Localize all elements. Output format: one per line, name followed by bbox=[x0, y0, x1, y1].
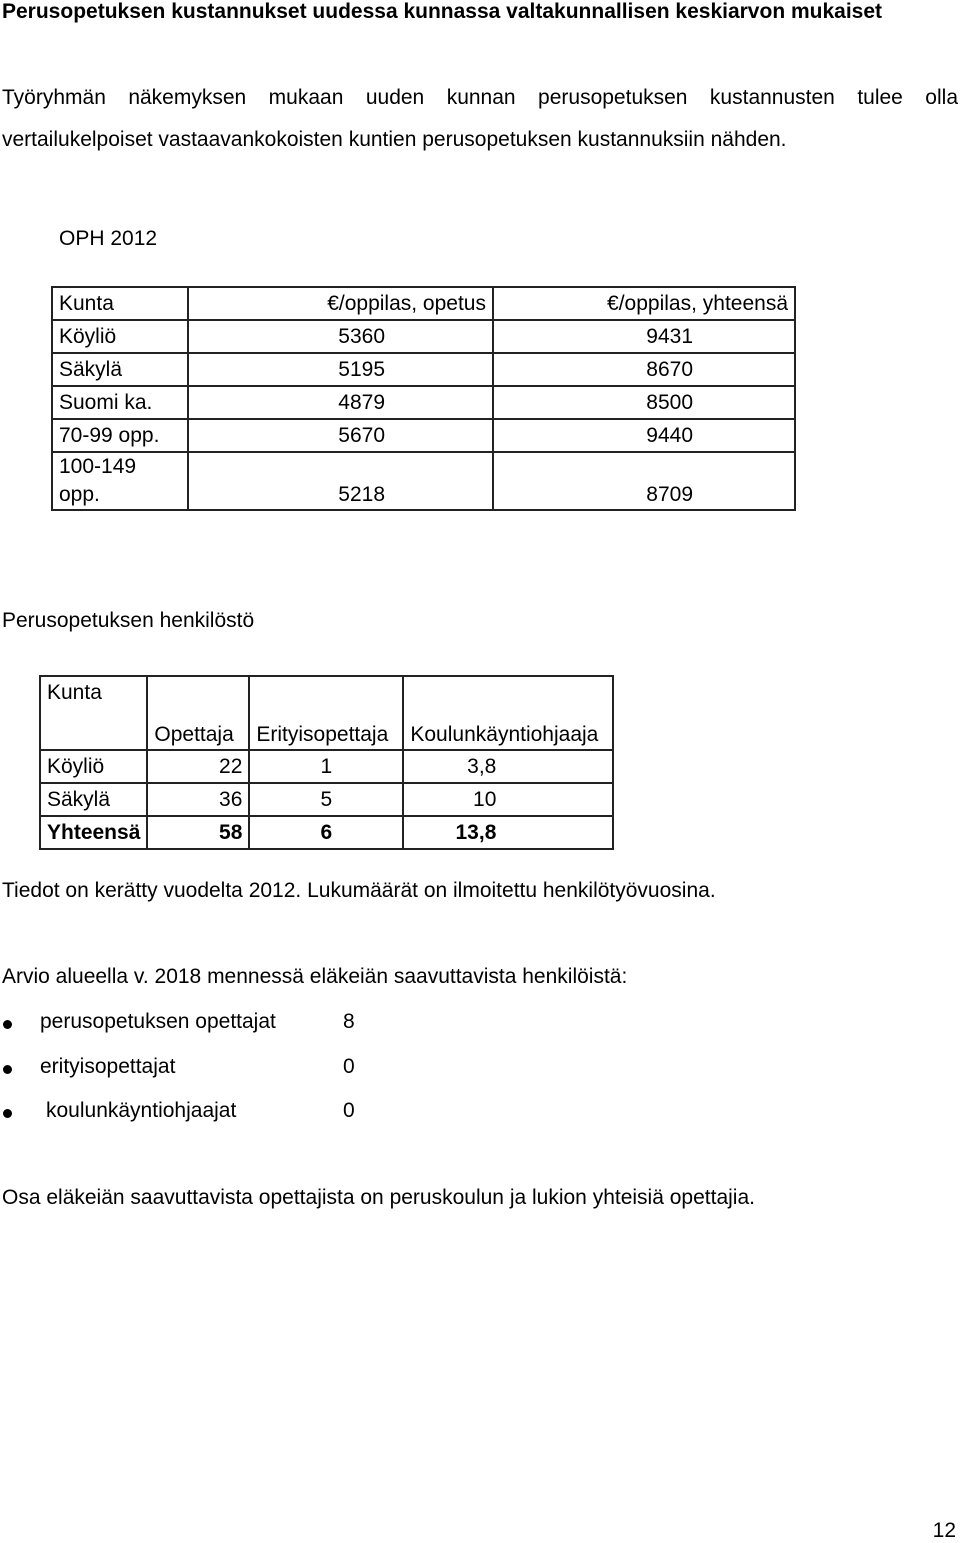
cell-opetus: 5195 bbox=[188, 353, 493, 386]
table-total-row bbox=[40, 816, 613, 849]
cell-kunta: Köyliö bbox=[40, 750, 147, 783]
table-header-row bbox=[52, 287, 795, 320]
cell-opettaja: 36 bbox=[147, 783, 249, 816]
intro-line-1: Työryhmän näkemyksen mukaan uuden kunnan perusopetuksen kustannusten tulee olla bbox=[2, 86, 958, 109]
cell-opetus: 5360 bbox=[188, 320, 493, 353]
table-row bbox=[40, 750, 613, 783]
bullet-icon bbox=[3, 1020, 12, 1029]
header-erityisopettaja: Erityisopettaja bbox=[249, 676, 403, 750]
cell-yhteensa: 9440 bbox=[493, 419, 795, 452]
cell-opettaja: 58 bbox=[147, 816, 249, 849]
cell-yhteensa: 8500 bbox=[493, 386, 795, 419]
cost-table-caption: OPH 2012 bbox=[59, 227, 158, 250]
header-kunta: Kunta bbox=[40, 676, 147, 750]
cell-yhteensa: 8670 bbox=[493, 353, 795, 386]
table-row bbox=[40, 783, 613, 816]
table-row bbox=[52, 320, 795, 353]
cell-erityis: 6 bbox=[249, 816, 403, 849]
cost-table bbox=[51, 286, 796, 511]
cell-opetus: 5670 bbox=[188, 419, 493, 452]
cell-opetus: 5218 bbox=[188, 452, 493, 510]
closing-text: Osa eläkeiän saavuttavista opettajista on peruskoulun ja lukion yhteisiä opettajia. bbox=[2, 1186, 755, 1209]
table-row bbox=[52, 386, 795, 419]
table-header-row bbox=[40, 676, 613, 750]
cell-erityis: 1 bbox=[249, 750, 403, 783]
intro-line-2: vertailukelpoiset vastaavankokoisten kuntien perusopetuksen kustannuksiin nähden. bbox=[2, 128, 787, 151]
page-heading: Perusopetuksen kustannukset uudessa kunnassa valtakunnallisen keskiarvon mukaiset bbox=[2, 0, 883, 23]
header-opetus: €/oppilas, opetus bbox=[188, 287, 493, 320]
table-row bbox=[52, 452, 795, 510]
staff-table-caption: Perusopetuksen henkilöstö bbox=[2, 609, 255, 632]
bullet-icon bbox=[3, 1065, 12, 1074]
staff-note: Tiedot on kerätty vuodelta 2012. Lukumäärät on ilmoitettu henkilötyövuosina. bbox=[2, 879, 716, 902]
cell-opettaja: 22 bbox=[147, 750, 249, 783]
header-opettaja: Opettaja bbox=[147, 676, 249, 750]
cell-kunta: Suomi ka. bbox=[52, 386, 188, 419]
table-row bbox=[52, 353, 795, 386]
cell-kunta: Yhteensä bbox=[40, 816, 147, 849]
list-item-value: 0 bbox=[343, 1055, 355, 1078]
list-item-label: perusopetuksen opettajat bbox=[40, 1010, 276, 1033]
retirement-intro: Arvio alueella v. 2018 mennessä eläkeiän saavuttavista henkilöistä: bbox=[2, 965, 628, 988]
header-yhteensa: €/oppilas, yhteensä bbox=[493, 287, 795, 320]
cell-yhteensa: 9431 bbox=[493, 320, 795, 353]
cell-ohjaaja: 3,8 bbox=[403, 750, 613, 783]
cell-ohjaaja: 13,8 bbox=[403, 816, 613, 849]
cell-kunta: Säkylä bbox=[40, 783, 147, 816]
staff-table bbox=[39, 675, 614, 850]
cell-ohjaaja: 10 bbox=[403, 783, 613, 816]
cell-erityis: 5 bbox=[249, 783, 403, 816]
list-item-value: 0 bbox=[343, 1099, 355, 1122]
cell-opetus: 4879 bbox=[188, 386, 493, 419]
page-number: 12 bbox=[932, 1519, 956, 1542]
cell-kunta: Säkylä bbox=[52, 353, 188, 386]
list-item-value: 8 bbox=[343, 1010, 355, 1033]
list-item-label: koulunkäyntiohjaajat bbox=[46, 1099, 237, 1122]
cell-kunta: Köyliö bbox=[52, 320, 188, 353]
cell-kunta: 70-99 opp. bbox=[52, 419, 188, 452]
header-koulunkayntiohjaaja: Koulunkäyntiohjaaja bbox=[403, 676, 613, 750]
cell-kunta: 100-149 opp. bbox=[52, 452, 188, 510]
cell-yhteensa: 8709 bbox=[493, 452, 795, 510]
table-row bbox=[52, 419, 795, 452]
list-item-label: erityisopettajat bbox=[40, 1055, 176, 1078]
bullet-icon bbox=[3, 1109, 12, 1118]
header-kunta: Kunta bbox=[52, 287, 188, 320]
